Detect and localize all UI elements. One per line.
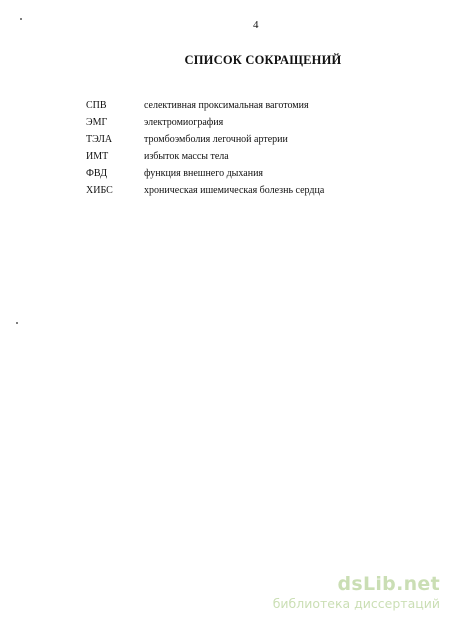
abbreviation-description: избыток массы тела: [144, 151, 229, 162]
list-item: [86, 148, 406, 165]
abbreviation-description: хроническая ишемическая болезнь сердца: [144, 185, 325, 196]
list-item: [86, 182, 406, 199]
abbreviation-code: СПВ: [86, 100, 107, 111]
abbreviation-description: тромбоэмболия легочной артерии: [144, 134, 288, 145]
scan-speck: [20, 18, 22, 20]
watermark: [273, 573, 440, 611]
abbreviation-description: функция внешнего дыхания: [144, 168, 264, 179]
abbreviation-description: электромиография: [144, 117, 224, 128]
abbreviation-code: ФВД: [86, 168, 108, 179]
list-item: [86, 97, 406, 114]
abbreviation-list: [86, 97, 406, 199]
page-number: 4: [253, 19, 259, 31]
abbreviation-code: ХИБС: [86, 185, 113, 196]
abbreviation-code: ТЭЛА: [86, 134, 113, 145]
scan-speck: [16, 322, 18, 324]
watermark-subtitle: библиотека диссертаций: [272, 596, 440, 611]
list-item: [86, 165, 406, 182]
page-title: СПИСОК СОКРАЩЕНИЙ: [184, 53, 342, 67]
abbreviation-description: селективная проксимальная ваготомия: [144, 100, 309, 111]
abbreviation-code: ИМТ: [86, 151, 109, 162]
list-item: [86, 131, 406, 148]
list-item: [86, 114, 406, 131]
abbreviation-code: ЭМГ: [86, 117, 108, 128]
watermark-logo: dsLib.net: [337, 573, 440, 595]
